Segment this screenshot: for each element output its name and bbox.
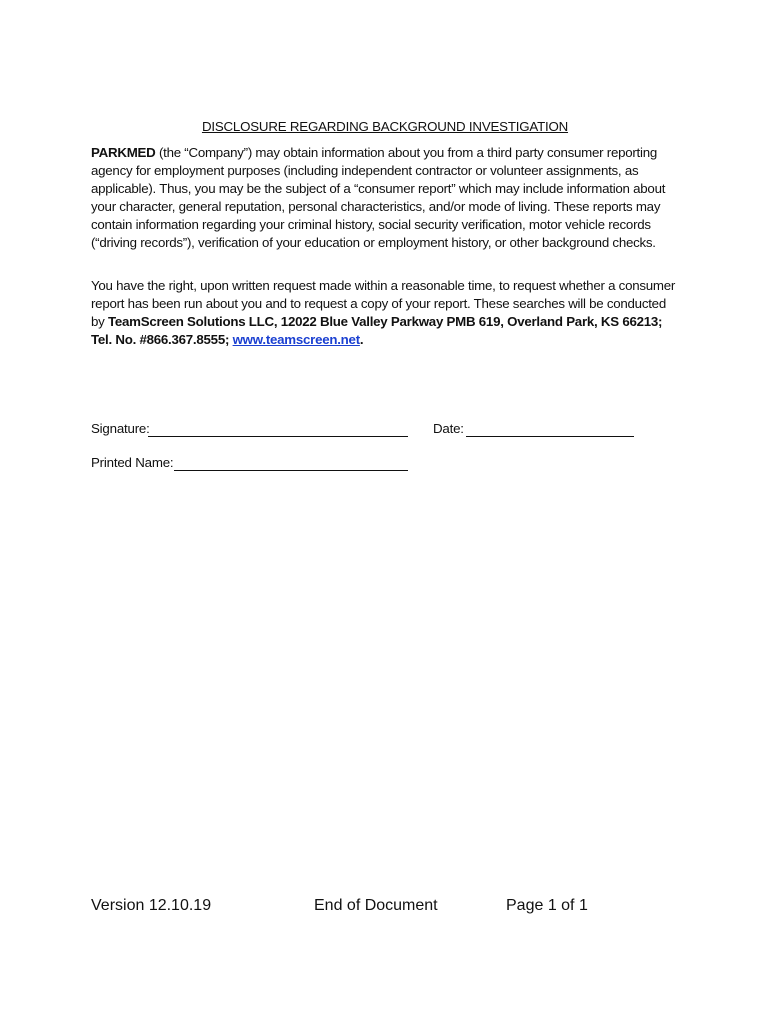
disclosure-text: (the “Company”) may obtain information about you from a third party consumer reporting agency for employment purposes (including independent contractor or volunteer assignments, as applicable). Thus, you may be the subject of a “consumer report” which may include information about your character, general reputation, personal characteristics, and/or mode of living. These reports may contain information regarding your criminal history, social security verification, motor vehicle records (“driving records”), verification of your education or employment history, or other background checks. bbox=[91, 145, 666, 250]
rights-text: You have the right, upon written request made within a reasonable time, to request whether a consumer report has been run about you and to request a copy of your report. These searches will be conducted by bbox=[91, 278, 676, 329]
disclosure-paragraph bbox=[91, 144, 681, 252]
rights-end: . bbox=[359, 332, 364, 347]
company-name: PARKMED bbox=[91, 145, 156, 160]
signature-line[interactable] bbox=[148, 436, 408, 437]
agency-website-link[interactable]: www.teamscreen.net bbox=[232, 332, 360, 347]
rights-paragraph bbox=[91, 277, 681, 349]
footer-page: Page 1 of 1 bbox=[506, 897, 588, 914]
footer-end: End of Document bbox=[314, 897, 438, 914]
printed-name-label: Printed Name: bbox=[91, 455, 174, 470]
document-title: DISCLOSURE REGARDING BACKGROUND INVESTIGATION bbox=[201, 119, 569, 134]
printed-name-row bbox=[91, 455, 691, 475]
signature-row bbox=[91, 421, 691, 441]
printed-name-line[interactable] bbox=[174, 470, 408, 471]
date-line[interactable] bbox=[466, 436, 634, 437]
agency-info: TeamScreen Solutions LLC, 12022 Blue Valley Parkway PMB 619, Overland Park, KS 66213; Tel. No. #866.367.8555; bbox=[91, 314, 663, 347]
signature-label: Signature: bbox=[91, 421, 150, 436]
footer-version: Version 12.10.19 bbox=[91, 897, 212, 914]
date-label: Date: bbox=[433, 421, 464, 436]
